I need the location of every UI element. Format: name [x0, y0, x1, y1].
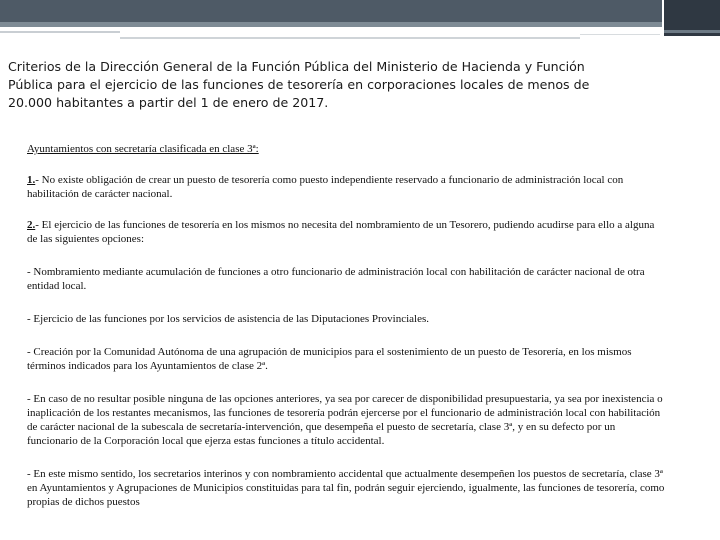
option-item: - Nombramiento mediante acumulación de funciones a otro funcionario de administración local con habilitación de carácter nacional de otra entidad local. — [27, 266, 645, 292]
point-number: 1. — [27, 174, 36, 186]
option-item: - En caso de no resultar posible ninguna de las opciones anteriores, ya sea por carecer de disponibilidad presupuestaria, ya sea por inexistencia o inaplicación de los restantes mecanismos, las funciones de tesorería podrán ejercerse por el funcionario de administración local con habilitación de carácter nacional de la subescala de secretaría-intervención, que desempeña el puesto de secretaría, clase 3ª, y en su defecto por un funcionario de la Corporación local que ejerza estas funciones a título accidental. — [27, 393, 663, 447]
option-item: - En este mismo sentido, los secretarios interinos y con nombramiento accidental que actualmente desempeñen los puestos de secretaría, clase 3ª en Ayuntamientos y Agrupaciones de Municipios constituidas para tal fin, podrán seguir ejerciendo, igualmente, las funciones de tesorería, como propias de dichos puestos — [27, 468, 665, 508]
section-heading — [27, 142, 667, 156]
point-text: - No existe obligación de crear un puesto de tesorería como puesto independiente reservado a funcionario de administración local con habilitación de carácter nacional. — [27, 174, 624, 200]
decorative-line — [580, 34, 660, 35]
decorative-line — [120, 37, 580, 39]
section-heading-text: Ayuntamientos con secretaría clasificada en clase 3ª: — [27, 143, 259, 155]
header-band — [0, 0, 720, 22]
point-text: - El ejercicio de las funciones de tesorería en los mismos no necesita del nombramiento de un Tesorero, pudiendo acudirse para ello a alguna de las siguientes opciones: — [27, 219, 655, 245]
point-number: 2. — [27, 219, 36, 231]
point-2 — [27, 218, 667, 246]
point-1 — [27, 173, 667, 201]
corner-notch — [664, 30, 720, 33]
header-stripe — [0, 22, 720, 27]
slide-body — [27, 142, 667, 509]
slide-title: Criterios de la Dirección General de la Función Pública del Ministerio de Hacienda y Función Pública para el ejercicio de las funciones de tesorería en corporaciones locales de menos de 20.000 habitantes a partir del 1 de enero de 2017. — [8, 59, 590, 110]
decorative-line — [0, 31, 120, 33]
option-item: - Creación por la Comunidad Autónoma de una agrupación de municipios para el sostenimiento de un puesto de Tesorería, en los mismos términos indicados para los Ayuntamientos de clase 2ª. — [27, 346, 632, 372]
option-item: - Ejercicio de las funciones por los servicios de asistencia de las Diputaciones Provinciales. — [27, 313, 429, 325]
